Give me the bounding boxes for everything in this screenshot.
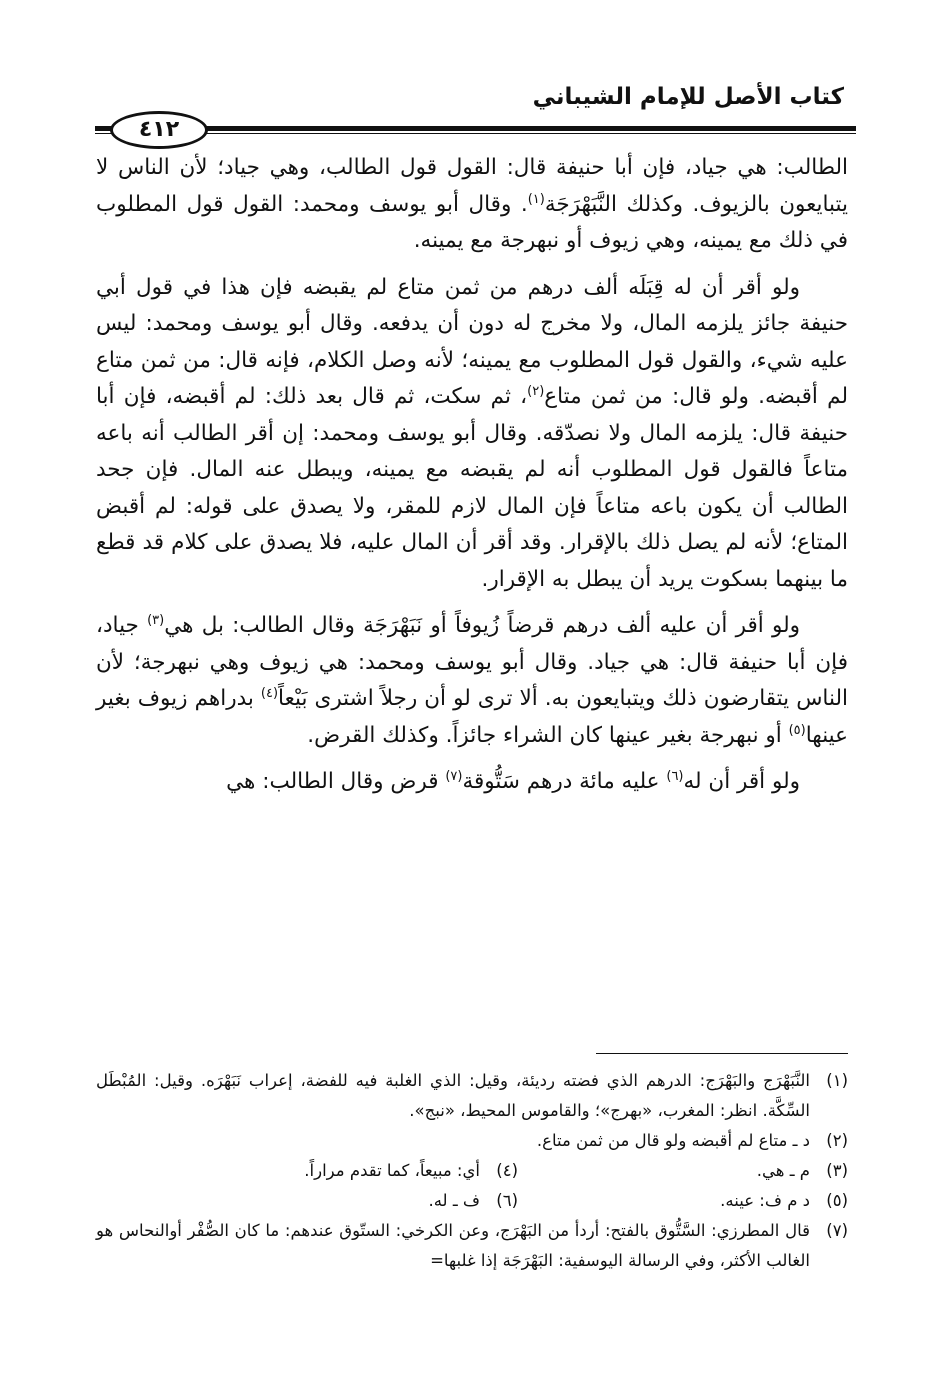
footnote-ref-4[interactable]: (٤) bbox=[260, 685, 279, 701]
footnote-separator bbox=[596, 1053, 848, 1054]
main-text bbox=[96, 150, 848, 801]
footnote-ref-2[interactable]: (٢) bbox=[527, 383, 545, 399]
text-run: قرض وقال الطالب: هي bbox=[226, 769, 446, 794]
footnote-4 bbox=[188, 1156, 518, 1186]
footnote-ref-6[interactable]: (٦) bbox=[666, 768, 684, 784]
text-run: ، ثم سكت، ثم قال بعد ذلك: لم أقبضه، فإن أبا حنيفة قال: يلزمه المال ولا نصدّقه. وقال أبو يوسف ومحمد: إن أقر الطالب أنه باعه متاعاً فالقول قول المطلوب أنه لم يقبضه مع يمينه، ويبطل عنه المال. فإن جحد الطالب أن يكون باعه متاعاً فإن المال لازم للمقر، ولا يصدق على قوله: لم أقبض المتاع؛ لأنه لم يصل ذلك بالإقرار. وقد أقر أن المال عليه، فلا يصدق على كلام قد قطع ما بينهما بسكوت يريد أن يبطل به الإقرار. bbox=[96, 384, 848, 592]
footnote-number: (٦) bbox=[496, 1191, 518, 1210]
footnote-6 bbox=[188, 1186, 518, 1216]
footnote-row bbox=[96, 1156, 848, 1186]
footnote-text: د م ف: عينه. bbox=[720, 1191, 810, 1210]
paragraph-3 bbox=[96, 608, 848, 754]
footnote-number: (١) bbox=[826, 1071, 848, 1090]
page-number: ٤١٢ bbox=[110, 111, 208, 149]
paragraph-1 bbox=[96, 150, 848, 260]
footnote-ref-1[interactable]: (١) bbox=[527, 191, 545, 207]
text-run: بدراهم زيوف بغير عينها bbox=[96, 686, 848, 748]
header-rule bbox=[95, 126, 856, 131]
text-run: ولو أقر أن له bbox=[683, 769, 800, 794]
text-run: ولو أقر أن له قِبَلَه ألف درهم من ثمن متاع لم يقبضه فإن هذا في قول أبي حنيفة جائز يلزمه المال، ولا مخرج له دون أن يدفعه. وقال أبو يوسف ومحمد: ليس عليه شيء، والقول قول المطلوب مع يمينه؛ لأنه وصل الكلام، فإنه قال: من ثمن متاع لم أقبضه. ولو قال: من ثمن متاع bbox=[96, 274, 848, 409]
footnote-text: ف ـ له. bbox=[428, 1191, 480, 1210]
footnote-3 bbox=[518, 1156, 848, 1186]
footnote-row bbox=[96, 1186, 848, 1216]
paragraph-4 bbox=[96, 764, 848, 801]
footnote-ref-5[interactable]: (٥) bbox=[788, 722, 806, 738]
text-run: الطالب: هي جياد، فإن أبا حنيفة قال: القول قول الطالب، وهي جياد؛ لأن الناس لا يتبايعون بالزيوف. وكذلك النَّبَهْرَجَة bbox=[96, 155, 849, 217]
text-run: عليه مائة درهم سَتُّوقة bbox=[462, 769, 667, 794]
footnote-text: م ـ هي. bbox=[756, 1161, 810, 1180]
text-run: جياد، فإن أبا حنيفة قال: هي جياد. وقال أبو يوسف ومحمد: هي زيوف وهي نبهرجة؛ لأن الناس يتقارضون ذلك ويتبايعون به. ألا ترى لو أن رجلاً اشترى بَيْعاً bbox=[96, 613, 848, 711]
text-run: . وقال أبو يوسف ومحمد: القول قول المطلوب في ذلك مع يمينه، وهي زيوف أو نبهرجة مع يمينه. bbox=[96, 191, 848, 253]
footnote-ref-3[interactable]: (٣) bbox=[147, 612, 165, 628]
footnote-text: النَّبَهْرَج والبَهْرَج: الدرهم الذي فضته رديئة، وقيل: الذي الغلبة فيه للفضة، إعراب نَبَهْرَه. وقيل: المُبْطَل السِّكَّة. انظر: المغرب، «بهرج»؛ والقاموس المحيط، «نبج». bbox=[96, 1071, 810, 1120]
footnotes bbox=[96, 1066, 848, 1276]
footnote-5 bbox=[518, 1186, 848, 1216]
footnote-number: (٥) bbox=[826, 1191, 848, 1210]
footnote-ref-7[interactable]: (٧) bbox=[445, 768, 463, 784]
footnote-number: (٢) bbox=[826, 1131, 848, 1150]
header-rule-thin bbox=[95, 133, 856, 134]
footnote-text: قال المطرزي: السَّتُّوق بالفتح: أردأ من البَهْرَج، وعن الكرخي: الستّوق عندهم: ما كان الصُّفْر أوالنحاس هو الغالب الأكثر، وفي الرسالة اليوسفية: البَهْرَجَة إذا غلبها= bbox=[96, 1221, 810, 1270]
footnote-text: أي: مبيعاً، كما تقدم مراراً. bbox=[304, 1161, 480, 1180]
footnote-2 bbox=[96, 1126, 848, 1156]
footnote-text: د ـ متاع لم أقبضه ولو قال من ثمن متاع. bbox=[536, 1131, 810, 1150]
footnote-number: (٤) bbox=[496, 1161, 518, 1180]
running-title: كتاب الأصل للإمام الشيباني bbox=[532, 84, 844, 110]
footnote-1 bbox=[96, 1066, 848, 1126]
paragraph-2 bbox=[96, 270, 848, 599]
text-run: ولو أقر أن عليه ألف درهم قرضاً زُيوفاً أو نَبَهْرَجَة وقال الطالب: بل هي bbox=[164, 613, 801, 638]
footnote-7 bbox=[96, 1216, 848, 1276]
footnote-number: (٧) bbox=[826, 1221, 848, 1240]
footnote-number: (٣) bbox=[826, 1161, 848, 1180]
text-run: أو نبهرجة بغير عينها كان الشراء جائزاً. وكذلك القرض. bbox=[307, 722, 789, 748]
